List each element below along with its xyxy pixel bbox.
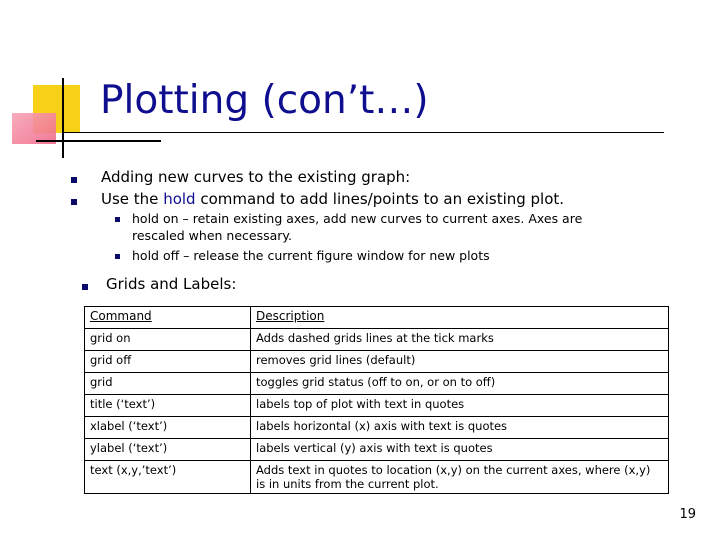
description-cell: labels vertical (y) axis with text is quotes	[251, 439, 669, 461]
decorative-horizontal-line	[36, 140, 161, 142]
bullet-marker-icon	[71, 177, 77, 183]
bullet-marker-icon	[71, 199, 77, 205]
page-number: 19	[679, 507, 696, 522]
command-cell: text (x,y,’text’)	[85, 461, 251, 494]
description-cell: Adds text in quotes to location (x,y) on the current axes, where (x,y) is in units from the current plot.	[251, 461, 669, 494]
hold-keyword: hold	[163, 190, 196, 208]
header-description: Description	[251, 307, 669, 329]
command-cell: grid on	[85, 329, 251, 351]
command-cell: ylabel (‘text’)	[85, 439, 251, 461]
command-cell: xlabel (‘text’)	[85, 417, 251, 439]
table-row	[85, 439, 669, 461]
bullet-text: Grids and Labels:	[106, 275, 237, 293]
description-cell: toggles grid status (off to on, or on to off)	[251, 373, 669, 395]
table-row	[85, 417, 669, 439]
sub-bullet-text-cont: rescaled when necessary.	[132, 228, 292, 243]
table-row	[85, 351, 669, 373]
title-underline-rule	[62, 132, 664, 133]
description-cell: labels horizontal (x) axis with text is quotes	[251, 417, 669, 439]
sub-bullet-marker-icon	[115, 254, 120, 259]
command-cell: grid	[85, 373, 251, 395]
bullet-text: Use the hold command to add lines/points to an existing plot.	[101, 190, 565, 208]
sub-bullet-marker-icon	[115, 217, 120, 222]
commands-table	[84, 306, 669, 494]
table-row	[85, 395, 669, 417]
description-cell: labels top of plot with text in quotes	[251, 395, 669, 417]
sub-bullet-text: hold on – retain existing axes, add new curves to current axes. Axes are	[132, 211, 583, 226]
table-row	[85, 373, 669, 395]
header-command: Command	[85, 307, 251, 329]
description-cell: Adds dashed grids lines at the tick marks	[251, 329, 669, 351]
slide-title: Plotting (con’t…)	[100, 78, 429, 123]
sub-bullet-text: hold off – release the current figure window for new plots	[132, 248, 490, 263]
command-cell: title (‘text’)	[85, 395, 251, 417]
table-header-row	[85, 307, 669, 329]
table-row	[85, 461, 669, 494]
decorative-vertical-line	[62, 78, 64, 158]
table-row	[85, 329, 669, 351]
command-cell: grid off	[85, 351, 251, 373]
bullet-text: Adding new curves to the existing graph:	[101, 168, 411, 186]
description-cell: removes grid lines (default)	[251, 351, 669, 373]
bullet-marker-icon	[82, 284, 88, 290]
